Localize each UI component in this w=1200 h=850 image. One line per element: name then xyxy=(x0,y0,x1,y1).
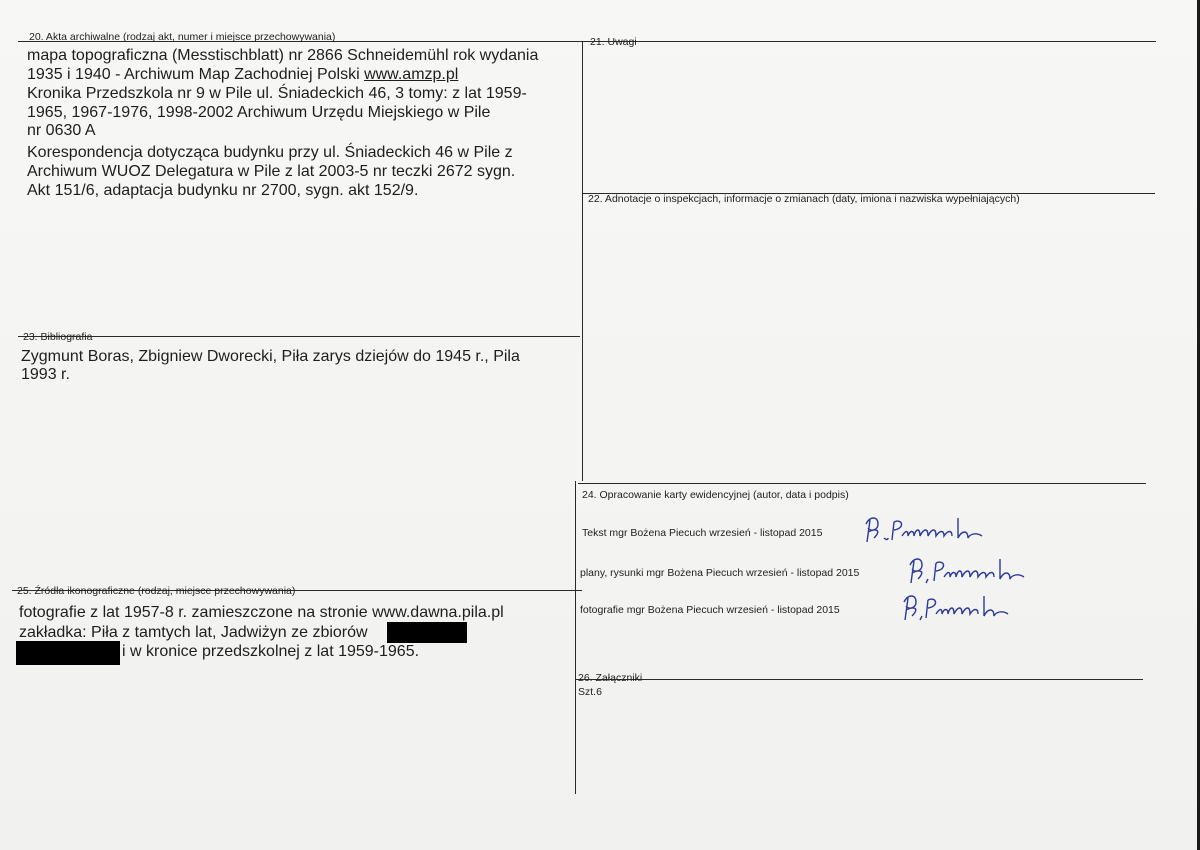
section-20-line-6: Korespondencja dotycząca budynku przy ul. Śniadeckich 46 w Pile z xyxy=(27,144,513,161)
section-20-line-4: 1965, 1967-1976, 1998-2002 Archiwum Urzędu Miejskiego w Pile xyxy=(27,104,491,121)
amzp-link[interactable]: www.amzp.pl xyxy=(364,66,459,83)
section-23-line-1: Zygmunt Boras, Zbigniew Dworecki, Piła zarys dziejów do 1945 r., Pila xyxy=(21,348,520,365)
section-24-label: 24. Opracowanie karty ewidencyjnej (autor, data i podpis) xyxy=(582,489,849,501)
section-24-entry-photos: fotografie mgr Bożena Piecuch wrzesień - listopad 2015 xyxy=(580,604,840,616)
signature-3 xyxy=(896,590,1016,624)
section-20-line-3: Kronika Przedszkola nr 9 w Pile ul. Śniadeckich 46, 3 tomy: z lat 1959- xyxy=(27,85,527,102)
section-20-line-8: Akt 151/6, adaptacja budynku nr 2700, sygn. akt 152/9. xyxy=(27,182,419,199)
section-26-label: 26. Załączniki xyxy=(578,672,643,684)
section-21-label: 21. Uwagi xyxy=(590,36,637,48)
section-25-line-1: fotografie z lat 1957-8 r. zamieszczone na stronie www.dawna.pila.pl xyxy=(19,604,504,621)
divider xyxy=(576,679,1143,680)
section-25-line-2: zakładka: Piła z tamtych lat, Jadwiżyn ze zbiorów xyxy=(19,624,368,641)
section-23-line-2: 1993 r. xyxy=(21,366,70,383)
signature-2 xyxy=(902,553,1032,589)
section-25-line-3: i w kronice przedszkolnej z lat 1959-1965. xyxy=(122,643,420,660)
signature-1 xyxy=(858,510,993,546)
section-20-line-7: Archiwum WUOZ Delegatura w Pile z lat 2003-5 nr teczki 2672 sygn. xyxy=(27,163,516,180)
divider xyxy=(583,41,1156,42)
section-23-label: 23. Bibliografia xyxy=(23,331,93,343)
section-20-line-2-text: 1935 i 1940 - Archiwum Map Zachodniej Polski xyxy=(27,66,365,83)
redaction-block xyxy=(387,622,467,643)
section-22-label: 22. Adnotacje o inspekcjach, informacje o zmianach (daty, imiona i nazwiska wypełniających) xyxy=(588,193,1020,205)
redaction-block xyxy=(16,641,120,665)
divider xyxy=(578,483,1146,484)
section-24-entry-text: Tekst mgr Bożena Piecuch wrzesień - listopad 2015 xyxy=(582,527,823,539)
section-20-line-2 xyxy=(27,66,458,84)
section-20-label: 20. Akta archiwalne (rodzaj akt, numer i miejsce przechowywania) xyxy=(29,31,336,43)
divider xyxy=(575,481,576,794)
section-20-line-5: nr 0630 A xyxy=(27,122,96,139)
divider xyxy=(18,336,580,337)
section-24-entry-plans: plany, rysunki mgr Bożena Piecuch wrzesień - listopad 2015 xyxy=(580,567,860,579)
divider xyxy=(582,41,583,481)
section-26-value: Szt.6 xyxy=(578,686,602,698)
section-20-line-1: mapa topograficzna (Messtischblatt) nr 2866 Schneidemühl rok wydania xyxy=(27,47,539,64)
section-25-label: 25. Źródła ikonograficzne (rodzaj, miejsce przechowywania) xyxy=(17,585,296,597)
